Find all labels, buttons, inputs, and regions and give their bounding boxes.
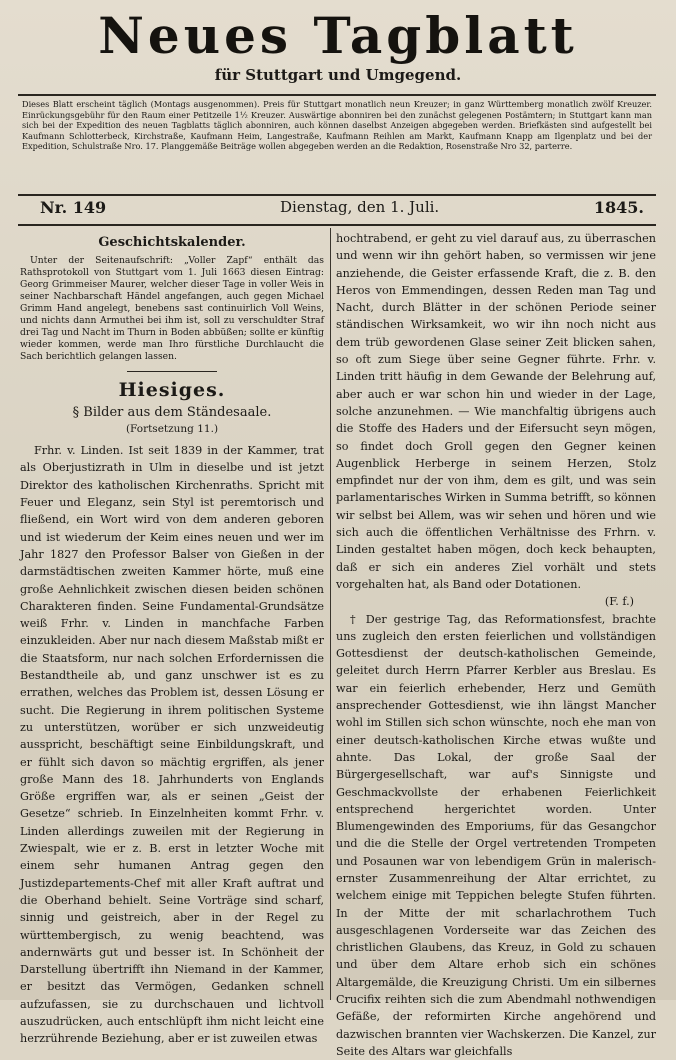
masthead-subtitle: für Stuttgart und Umgegend. — [214, 66, 462, 84]
kalender-text: Unter der Seitenaufschrift: „Voller Zapf“ enthält das Rathsprotokoll von Stuttgart vom 1. Juli 1663 diesen Eintrag: Georg Grimmeiser Maurer, welcher dieser Tage in voller Weis in seiner Nachbarschaft Händel angefangen, auch gegen Michael Grimm Hand angelegt, benebens sast continuirlich Voll Weins, und nichts dann Armuthei bei ihm ist, soll zu verschuldter Straf drei Tag und Nacht im Thurn in Boden abbüßen; sollte er künftig wieder kommen, werde man Ihro fürstliche Durchlaucht die Sach berichtlich gelangen lassen. — [20, 255, 324, 363]
article-continuation: hochtrabend, er geht zu viel darauf aus, zu überraschen und wenn wir ihn gehört haben, so vermissen wir jene anziehende, die Geister erfassende Kraft, die z. B. den Heros von Emmendingen, dessen Reden man Tag und Nacht, durch Blätter in der schönen Periode seiner ständischen Wirksamkeit, wo wir ihn noch nicht aus dem trüb gewordenen Glase seiner Zeit blicken sahen, so oft zum Siege über seine Gegner führte. Frhr. v. Linden tritt häufig in dem Gewande der Belehrung auf, aber auch er war schon hin und wieder in der Lage, solche anzunehmen. — Wie manchfaltig übrigens auch die Stoffe des Haders und der Eifersucht seyn mögen, so findet doch Groll gegen den Gegner keinen Augenblick Herberge in seinem Herzen, Stolz empfindet nur der von ihm, dem es gilt, und was sein parlamentarisches Wirken in Summa betrifft, so können wir selbst bei Allem, was wir sehen und hören und wie sich auch die öffentlichen Verhältnisse des Frhrn. v. Linden gestaltet haben mögen, doch keck behaupten, daß er sich ein anderes Ziel vorhält und stets vorgehalten hat, als Band oder Dotationen. — [336, 232, 656, 591]
article-signoff: (F. f.) — [604, 595, 634, 609]
subscription-notice — [22, 99, 652, 152]
left-column — [20, 230, 324, 1046]
second-article: † Der gestrige Tag, das Reformationsfest, brachte uns zugleich den ersten feierlichen und vollständigen Gottesdienst der deutsch-katholischen Gemeinde, geleitet durch Herrn Pfarrer Kerbler aus Breslau. Es war ein feierlich erhebender, Herz und Gemüth ansprechender Gottesdienst, wie ihn längst Mancher wohl im Stillen sich schon wünschte, noch ehe man von einer deutsch-katholischen Kirche etwas wußte und ahnte. Das Lokal, der große Saal der Bürgergesellschaft, war auf's Sinnigste und Geschmackvollste der erhabenen Feierlichkeit entsprechend hergerichtet worden. Unter Blumengewinden des Emporiums, für das Gesangchor und die die Stelle der Orgel vertretenden Trompeten und Posaunen war von lebendigem Grün in malerisch-ernster Zusammenreihung der Altar errichtet, zu welchem einige mit Teppichen belegte Stufen führten. In der Mitte der mit scharlachrothem Tuch ausgeschlagenen Vorderseite war das Zeichen des christlichen Glaubens, das Kreuz, in Gold zu schauen und über dem Altare erhob sich ein schönes Altargemälde, die Kreuzigung Christi. Um ein silbernes Crucifix reihten sich die zum Abendmahl nothwendigen Gefäße, der reformirten Kirche angehörend und dazwischen brannten vier Wachskerzen. Die Kanzel, zur Seite des Altars war gleichfalls — [336, 612, 656, 1058]
column-divider — [330, 228, 331, 1000]
kalender-heading: Geschichtskalender. — [98, 235, 246, 250]
issue-bar — [18, 196, 656, 222]
masthead-title: Neues Tagblatt — [98, 6, 578, 65]
issue-number: Nr. 149 — [40, 198, 107, 217]
notice-text: Dieses Blatt erscheint täglich (Montags ausgenommen). Preis für Stuttgart monatlich neun Kreuzer; in ganz Württemberg monatlich zwölf Kreuzer. Einrückungsgebühr für den Raum einer Petitzeile 1½ Kreuzer. Auswärtige abonniren bei den zunächst gelegenen Postämtern; in Stuttgart kann man sich bei der Expedition des neuen Tagblatts täglich abonniren, auch können daselbst Anzeigen abgegeben werden. Briefkästen sind aufgestellt bei Kaufmann Schlotterbeck, Kirchstraße, Kaufmann Heim, Langestraße, Kaufmann Reihlen am Markt, Kaufmann Knapp am Ilgenplatz und bei der Expedition, Schulstraße Nro. 17. Planggemäße Beiträge wollen abgegeben werden an die Redaktion, Rosenstraße Nro 32, parterre. — [22, 99, 652, 152]
hiesiges-heading: Hiesiges. — [118, 379, 226, 402]
right-column — [336, 230, 656, 1058]
article-subtitle: (Fortsetzung 11.) — [125, 422, 219, 435]
issue-rule-bottom — [18, 224, 656, 226]
masthead-rule — [18, 94, 656, 96]
kalender-section — [20, 255, 324, 363]
article-paragraph: Frhr. v. Linden. Ist seit 1839 in der Kammer, trat als Oberjustizrath in Ulm in dieselbe und ist jetzt Direktor des katholischen Kirchenraths. Spricht mit Feuer und Eleganz, sein Styl ist peremtorisch und fließend, ein Wort wird von dem anderen geboren und ist wiederum der Keim eines neuen und wer im Jahr 1827 den Professor Balser von Gießen in der darmstädtischen zweiten Kammer hörte, muß eine große Aehnlichkeit zwischen diesen beiden schönen Charakteren finden. Seine Fundamental-Grundsätze weiß Frhr. v. Linden in manchfache Farben einzukleiden. Aber nur nach diesem Maßstab mißt er die Staatsform, nur nach solchen Erfordernissen die Bestandtheile ab, und ganz unschwer ist es zu errathen, welches das Problem ist, dessen Lösung er sucht. Die Regierung in ihrem politischen Systeme zu unterstützen, worüber er sich unzweideutig ausspricht, beschäftigt seine Einbildungskraft, und er fühlt sich davon so mächtig ergriffen, als jener große Mann des 18. Jahrhunderts von Englands Größe ergriffen war, als er seinen „Geist der Gesetze“ schrieb. In Einzelnheiten kommt Frhr. v. Linden allerdings zuweilen mit der Regierung in Zwiespalt, wie er z. B. erst in letzter Woche mit einem sehr humanen Antrag gegen den Justizdepartements-Chef mit aller Kraft auftrat und die Oberhand behielt. Seine Vorträge sind scharf, sinnig und geistreich, aber in der Regel zu württembergisch, zu wenig beachtend, was andernwärts gut und besser ist. In Schönheit der Darstellung übertrifft ihn Niemand in der Kammer, er besitzt das Vermögen, Gedanken schnell aufzufassen, sie zu durchschauen und lichtvoll auszudrücken, auch entschlüpft ihm nicht leicht eine herzrührende Beziehung, aber er ist zuweilen etwas — [20, 444, 324, 1046]
section-rule — [127, 371, 217, 372]
issue-year: 1845. — [593, 198, 644, 217]
issue-date: Dienstag, den 1. Juli. — [280, 198, 440, 216]
article-title: § Bilder aus dem Ständesaale. — [72, 404, 272, 420]
